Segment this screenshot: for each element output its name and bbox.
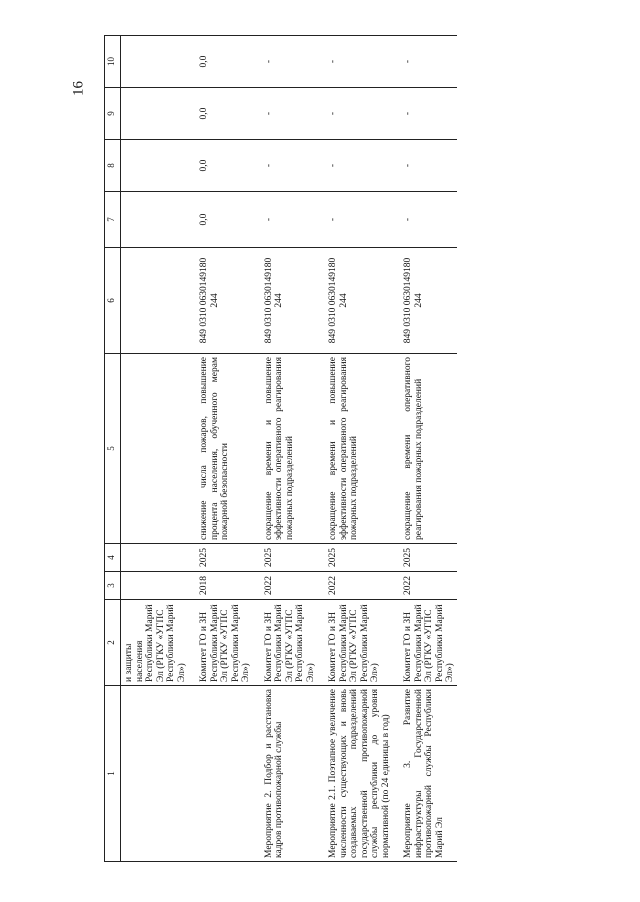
table-row xyxy=(402,36,457,862)
value-cell: - xyxy=(327,36,392,88)
column-header: 5 xyxy=(105,354,121,544)
value-cell xyxy=(121,36,189,88)
executor-cell: Комитет ГО и ЗН Республики Марий Эл (РГКУ «УГПС Республики Марий Эл») xyxy=(402,600,457,686)
activity-name-cell xyxy=(121,686,189,862)
value-cell: - xyxy=(402,140,457,192)
executor-cell: Комитет ГО и ЗН Республики Марий Эл (РГКУ «УГПС Республики Марий Эл») xyxy=(327,600,392,686)
expected-result-cell: сокращение времени и повышение эффективности оперативного реагирования пожарных подразделений xyxy=(263,354,318,544)
row-spacer xyxy=(317,36,327,862)
table-row xyxy=(327,36,392,862)
budget-code-cell xyxy=(121,248,189,354)
activity-name-cell xyxy=(198,686,253,862)
value-cell: - xyxy=(263,140,318,192)
value-cell: 0,0 xyxy=(198,36,253,88)
executor-cell: Комитет ГО и ЗН Республики Марий Эл (РГКУ «УГПС Республики Марий Эл») xyxy=(263,600,318,686)
activity-name-cell: Мероприятие 2.1. Поэтапное увеличение численности существующих и вновь создаваемых подразделений государственной противопожарной службы республики до уровня нормативной (по 24 единицы в год) xyxy=(327,686,392,862)
column-header: 9 xyxy=(105,88,121,140)
value-cell: - xyxy=(327,192,392,248)
value-cell: - xyxy=(402,36,457,88)
expected-result-cell: снижение числа пожаров, повышение процента населения, обученного мерам пожарной безопасности xyxy=(198,354,253,544)
expected-result-cell: сокращение времени и повышение эффективности оперативного реагирования пожарных подразделений xyxy=(327,354,392,544)
start-year-cell: 2022 xyxy=(402,572,457,600)
end-year-cell xyxy=(121,544,189,572)
column-header: 1 xyxy=(105,686,121,862)
end-year-cell: 2025 xyxy=(327,544,392,572)
column-header: 3 xyxy=(105,572,121,600)
end-year-cell: 2025 xyxy=(263,544,318,572)
expected-result-cell xyxy=(121,354,189,544)
budget-code-cell: 849 0310 0630149180 244 xyxy=(402,248,457,354)
value-cell: 0,0 xyxy=(198,140,253,192)
column-header: 4 xyxy=(105,544,121,572)
value-cell: - xyxy=(402,88,457,140)
page-number: 16 xyxy=(70,81,87,96)
start-year-cell: 2022 xyxy=(327,572,392,600)
value-cell: - xyxy=(263,36,318,88)
column-number-header-row xyxy=(105,36,121,862)
row-spacer xyxy=(188,36,198,862)
table-row xyxy=(263,36,318,862)
expected-result-cell: сокращение времени оперативного реагирования пожарных подразделений xyxy=(402,354,457,544)
executor-cell: и защиты населения Республики Марий Эл (РГКУ «УГПС Республики Марий Эл») xyxy=(121,600,189,686)
budget-code-cell: 849 0310 0630149180 244 xyxy=(327,248,392,354)
budget-code-cell: 849 0310 0630149180 244 xyxy=(198,248,253,354)
activity-name-cell: Мероприятие 3. Развитие инфраструктуры Государственной противопожарной службы Республики Марий Эл xyxy=(402,686,457,862)
row-spacer xyxy=(253,36,263,862)
column-header: 10 xyxy=(105,36,121,88)
value-cell: - xyxy=(327,140,392,192)
value-cell: - xyxy=(327,88,392,140)
value-cell xyxy=(121,88,189,140)
start-year-cell: 2018 xyxy=(198,572,253,600)
activity-name-cell: Мероприятие 2. Подбор и расстановка кадров противопожарной службы xyxy=(263,686,318,862)
value-cell: - xyxy=(402,192,457,248)
start-year-cell xyxy=(121,572,189,600)
value-cell xyxy=(121,140,189,192)
end-year-cell: 2025 xyxy=(402,544,457,572)
column-header: 6 xyxy=(105,248,121,354)
program-activities-table xyxy=(104,35,457,862)
column-header: 2 xyxy=(105,600,121,686)
value-cell: - xyxy=(263,88,318,140)
table-row xyxy=(121,36,189,862)
value-cell: 0,0 xyxy=(198,88,253,140)
table-row xyxy=(198,36,253,862)
end-year-cell: 2025 xyxy=(198,544,253,572)
value-cell: 0,0 xyxy=(198,192,253,248)
column-header: 7 xyxy=(105,192,121,248)
value-cell xyxy=(121,192,189,248)
budget-code-cell: 849 0310 0630149180 244 xyxy=(263,248,318,354)
value-cell: - xyxy=(263,192,318,248)
row-spacer xyxy=(392,36,402,862)
start-year-cell: 2022 xyxy=(263,572,318,600)
rotated-table-wrapper xyxy=(104,36,522,862)
column-header: 8 xyxy=(105,140,121,192)
executor-cell: Комитет ГО и ЗН Республики Марий Эл (РГКУ «УГПС Республики Марий Эл») xyxy=(198,600,253,686)
